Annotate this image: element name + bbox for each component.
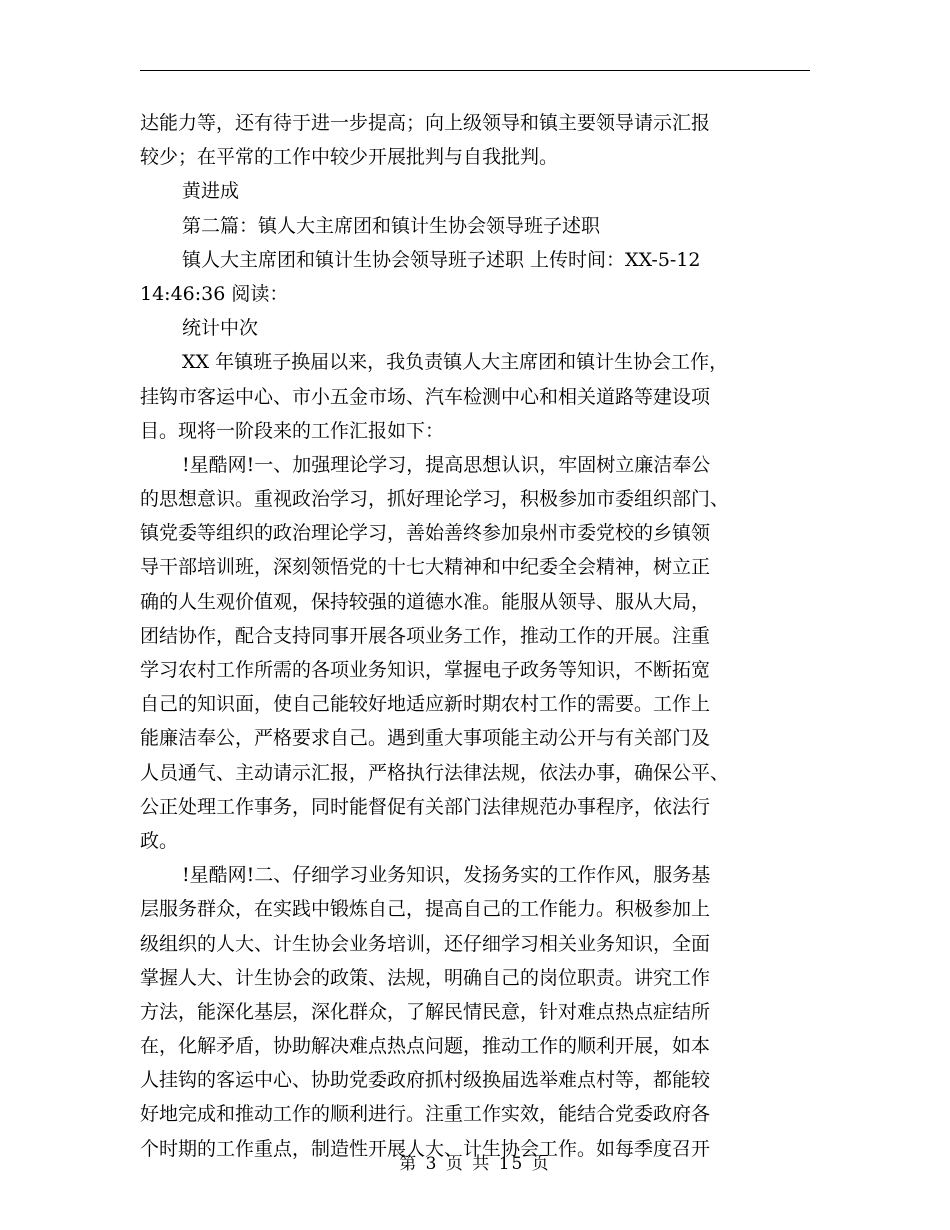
text-line: 黄进成 (182, 180, 240, 203)
text-line: 的思想意识。重视政治学习，抓好理论学习，积极参加市委组织部门、 (140, 488, 730, 511)
text-line: 镇党委等组织的政治理论学习，善始善终参加泉州市委党校的乡镇领 (140, 522, 711, 545)
text-line: 政。 (140, 829, 179, 852)
text-line: !星酷网!一、加强理论学习，提高思想认识，牢固树立廉洁奉公 (182, 453, 711, 476)
text-line: 导干部培训班，深刻领悟党的十七大精神和中纪委全会精神，树立正 (140, 556, 711, 579)
text-line: 自己的知识面，使自己能较好地适应新时期农村工作的需要。工作上 (140, 693, 711, 716)
text-line: 14:46:36 阅读： (140, 282, 289, 305)
page-number-footer: 第 3 页 共 15 页 (399, 1154, 551, 1174)
text-line: 在，化解矛盾，协助解决难点热点问题，推动工作的顺利开展，如本 (140, 1035, 711, 1058)
text-line: 较少；在平常的工作中较少开展批判与自我批判。 (140, 146, 559, 169)
text-line: 目。现将一阶段来的工作汇报如下： (140, 419, 445, 442)
text-line: 第二篇：镇人大主席团和镇计生协会领导班子述职 (182, 214, 601, 237)
text-line: 公正处理工作事务，同时能督促有关部门法律规范办事程序，依法行 (140, 795, 711, 818)
header-rule (140, 70, 810, 71)
text-line: 确的人生观价值观，保持较强的道德水准。能服从领导、服从大局， (140, 590, 711, 613)
document-body (140, 106, 810, 1166)
text-line: 人挂钩的客运中心、协助党委政府抓村级换届选举难点村等，都能较 (140, 1069, 711, 1092)
text-line: 人员通气、主动请示汇报，严格执行法律法规，依法办事，确保公平、 (140, 761, 730, 784)
text-line: XX 年镇班子换届以来，我负责镇人大主席团和镇计生协会工作， (182, 351, 729, 374)
text-line: 好地完成和推动工作的顺利进行。注重工作实效，能结合党委政府各 (140, 1103, 711, 1126)
text-line: !星酷网!二、仔细学习业务知识，发扬务实的工作作风，服务基 (182, 864, 711, 887)
text-line: 镇人大主席团和镇计生协会领导班子述职 上传时间：XX-5-12 (182, 248, 701, 271)
text-line: 团结协作，配合支持同事开展各项业务工作，推动工作的开展。注重 (140, 624, 711, 647)
text-line: 个时期的工作重点，制造性开展人大、计生协会工作。如每季度召开 (140, 1137, 711, 1160)
text-line: 级组织的人大、计生协会业务培训，还仔细学习相关业务知识，全面 (140, 932, 711, 955)
text-line: 能廉洁奉公，严格要求自己。遇到重大事项能主动公开与有关部门及 (140, 727, 711, 750)
text-line: 层服务群众，在实践中锻炼自己，提高自己的工作能力。积极参加上 (140, 898, 711, 921)
text-line: 掌握人大、计生协会的政策、法规，明确自己的岗位职责。讲究工作 (140, 966, 711, 989)
text-line: 达能力等，还有待于进一步提高；向上级领导和镇主要领导请示汇报 (140, 112, 711, 134)
text-line: 学习农村工作所需的各项业务知识，掌握电子政务等知识，不断拓宽 (140, 659, 711, 681)
text-line: 统计中次 (182, 317, 259, 340)
text-line: 挂钩市客运中心、市小五金市场、汽车检测中心和相关道路等建设项 (140, 385, 711, 408)
text-line: 方法，能深化基层，深化群众，了解民情民意，针对难点热点症结所 (140, 1000, 711, 1023)
